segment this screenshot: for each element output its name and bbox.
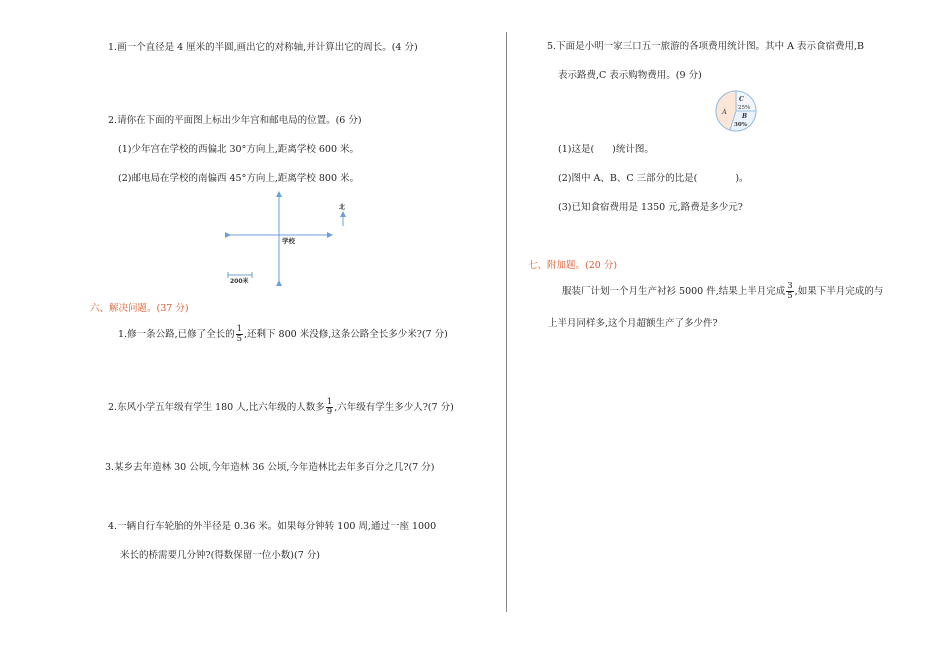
pie-chart — [712, 89, 760, 133]
section-6-question-4-line-1: 4.一辆自行车轮胎的外半径是 0.36 米。如果每分钟转 100 周,通过一座 1000 — [108, 521, 437, 532]
scale-label: 200米 — [230, 278, 249, 285]
pie-pct-b: 30% — [734, 122, 747, 128]
section-6-title: 六、解决问题。(37 分) — [90, 303, 189, 314]
direction-diagram — [220, 188, 360, 288]
fraction: $\frac{1}{5}$ — [236, 324, 243, 344]
question-5-line-1: 5.下面是小明一家三口五一旅游的各项费用统计图。其中 A 表示食宿费用,B — [547, 41, 864, 52]
fraction: $\frac{3}{5}$ — [787, 281, 793, 301]
pie-label-b: B — [742, 113, 748, 120]
question-2: 2.请你在下面的平面图上标出少年宫和邮电局的位置。(6 分) — [108, 115, 362, 126]
pie-label-c: C — [739, 96, 744, 103]
question-5-part-1: (1)这是( )统计图。 — [558, 144, 654, 155]
question-1: 1.画一个直径是 4 厘米的半圆,画出它的对称轴,并计算出它的周长。(4 分) — [108, 42, 418, 53]
question-5-line-2: 表示路费,C 表示购物费用。(9 分) — [558, 70, 702, 81]
fraction: $\frac{1}{9}$ — [326, 397, 333, 417]
section-6-question-3: 3.某乡去年造林 30 公顷,今年造林 36 公顷,今年造林比去年多百分之几?(7 分) — [105, 462, 435, 473]
question-5-part-2: (2)图中 A、B、C 三部分的比是( )。 — [558, 173, 749, 184]
section-6-question-2: 2.东风小学五年级有学生 180 人,比六年级的人数多 $\frac{1}{9}$ ,六年级有学生多少人?(7 分) — [108, 397, 454, 417]
section-7-question-line-1: 服装厂计划一个月生产衬衫 5000 件,结果上半月完成 $\frac{3}{5}$ ,如果下半月完成的与 — [562, 281, 884, 301]
question-2-part-1: (1)少年宫在学校的西偏北 30°方向上,距离学校 600 米。 — [118, 144, 360, 155]
section-6-question-1: 1.修一条公路,已修了全长的 $\frac{1}{5}$ ,还剩下 800 米没修,这条公路全长多少米?(7 分) — [118, 324, 448, 344]
question-5-part-3: (3)已知食宿费用是 1350 元,路费是多少元? — [558, 202, 743, 213]
school-label: 学校 — [282, 237, 295, 245]
pie-label-a: A — [722, 108, 727, 116]
section-7-question-line-2: 上半月同样多,这个月超额生产了多少件? — [548, 318, 718, 329]
section-6-question-4-line-2: 米长的桥需要几分钟?(得数保留一位小数)(7 分) — [120, 550, 320, 561]
north-label: 北 — [339, 204, 346, 211]
pie-pct-c: 25% — [738, 105, 751, 111]
section-7-title: 七、附加题。(20 分) — [528, 260, 618, 271]
question-2-part-2: (2)邮电局在学校的南偏西 45°方向上,距离学校 800 米。 — [118, 173, 360, 184]
column-divider — [506, 32, 507, 612]
